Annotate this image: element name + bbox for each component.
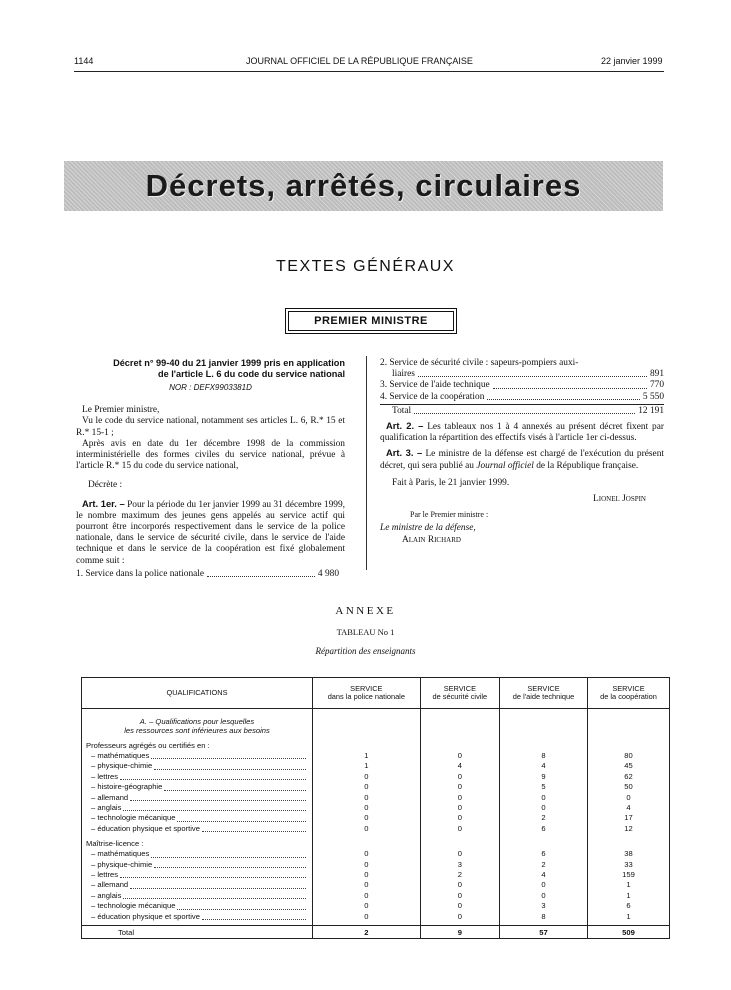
qualification-label-wrap	[91, 849, 308, 859]
leader-dots	[202, 831, 306, 832]
qualification-label: – physique-chimie	[91, 859, 153, 869]
ministre-defense: Le ministre de la défense,	[380, 523, 476, 534]
value-cell: 0	[313, 813, 421, 823]
qualification-label: – allemand	[91, 880, 129, 890]
value-cell: 0	[313, 772, 421, 782]
value-cell: 0	[313, 803, 421, 813]
par-le-premier-ministre: Par le Premier ministre :	[410, 510, 489, 520]
total-value: 9	[420, 926, 499, 939]
value-cell: 6	[500, 849, 588, 859]
item-police-label: 1. Service dans la police nationale	[76, 568, 205, 579]
value-cell: 159	[587, 870, 669, 880]
article-3-label: Art. 3. –	[386, 447, 423, 459]
section-a-line1-row	[82, 715, 670, 726]
table-row	[82, 813, 670, 823]
empty-cell	[313, 740, 421, 751]
table-row	[82, 751, 670, 761]
qualification-cell	[82, 901, 313, 911]
decree-title-line1: Décret n° 99-40 du 21 janvier 1999 pris en application	[113, 358, 345, 368]
item-police-value: 4 980	[317, 568, 339, 579]
value-cell: 4	[420, 761, 499, 771]
table-row	[82, 793, 670, 803]
value-cell: 2	[500, 860, 588, 870]
column-divider	[366, 356, 367, 570]
value-cell: 0	[420, 793, 499, 803]
value-cell: 1	[313, 751, 421, 761]
value-cell: 45	[587, 761, 669, 771]
qualification-cell	[82, 761, 313, 771]
leader-dots	[151, 857, 306, 858]
decree-title	[76, 358, 345, 380]
qualification-label: – histoire-géographie	[91, 782, 163, 792]
value-cell: 2	[420, 870, 499, 880]
value-cell: 0	[587, 793, 669, 803]
item-aide-label: 3. Service de l'aide technique	[380, 380, 490, 391]
value-cell: 0	[313, 901, 421, 911]
group-maitrise: Maîtrise-licence :	[82, 838, 313, 849]
item-police	[76, 569, 345, 580]
qualification-label-wrap	[91, 912, 308, 922]
qualification-label: – mathématiques	[91, 849, 150, 859]
value-cell: 38	[587, 849, 669, 859]
qualification-label-wrap	[91, 751, 308, 761]
signature-premier-ministre: Lionel Jospin	[593, 494, 646, 505]
value-cell: 0	[313, 912, 421, 922]
article-3-journal: Journal officiel	[476, 460, 534, 471]
value-cell: 1	[587, 912, 669, 922]
value-cell: 33	[587, 860, 669, 870]
section-banner	[64, 161, 663, 211]
qualification-label-wrap	[91, 803, 308, 813]
value-cell: 0	[313, 880, 421, 890]
leader-dots	[164, 790, 306, 791]
value-cell: 0	[420, 880, 499, 890]
item-total-label: Total	[392, 405, 412, 416]
ministry-title: PREMIER MINISTRE	[314, 315, 428, 327]
repartition-table	[81, 677, 670, 939]
value-cell: 3	[420, 860, 499, 870]
section-a-line2-row	[82, 726, 670, 735]
item-aide-value: 770	[649, 380, 664, 391]
header-line: de la coopération	[600, 692, 657, 701]
value-cell: 1	[587, 891, 669, 901]
section-a-line1: A. – Qualifications pour lesquelles	[82, 715, 313, 726]
value-cell: 80	[587, 751, 669, 761]
total-label: Total	[82, 926, 313, 939]
qualification-cell	[82, 860, 313, 870]
value-cell: 17	[587, 813, 669, 823]
qualification-label: – technologie mécanique	[91, 901, 176, 911]
annex-title: ANNEXE	[335, 605, 396, 617]
paragraph-vu: Vu le code du service national, notamment ses articles L. 6, R.* 15 et R.* 15-1 ;	[76, 416, 345, 438]
empty-cell	[587, 726, 669, 735]
header-aide	[500, 678, 588, 709]
empty-cell	[313, 715, 421, 726]
qualification-cell	[82, 782, 313, 792]
value-cell: 0	[313, 860, 421, 870]
value-cell: 0	[420, 912, 499, 922]
value-cell: 2	[500, 813, 588, 823]
value-cell: 0	[313, 782, 421, 792]
table-title: TABLEAU No 1	[336, 627, 395, 637]
left-column	[76, 358, 345, 580]
qualification-label-wrap	[91, 813, 308, 823]
header-line: SERVICE	[527, 683, 560, 693]
table-row	[82, 761, 670, 771]
table-row	[82, 880, 670, 890]
empty-cell	[500, 740, 588, 751]
decrete: Décrète :	[88, 480, 123, 491]
qualification-label: – anglais	[91, 890, 122, 900]
article-2-text: Les tableaux nos 1 à 4 annexés au présent décret fixent par qualification la répartition des effectifs visés à l'article 1er ci-dessus.	[380, 422, 664, 444]
value-cell: 0	[420, 772, 499, 782]
qualification-label-wrap	[91, 761, 308, 771]
journal-title: JOURNAL OFFICIEL DE LA RÉPUBLIQUE FRANÇAISE	[246, 56, 473, 66]
header-line: dans la police nationale	[327, 692, 405, 701]
article-2	[380, 420, 664, 444]
article-1	[76, 498, 345, 567]
value-cell: 0	[420, 849, 499, 859]
value-cell: 0	[420, 824, 499, 834]
total-value: 2	[313, 926, 421, 939]
value-cell: 4	[500, 761, 588, 771]
qualification-cell	[82, 793, 313, 803]
qualification-label: – anglais	[91, 803, 122, 813]
item-cooperation	[380, 392, 664, 405]
paragraph-premier-ministre: Le Premier ministre,	[82, 405, 160, 416]
value-cell: 4	[587, 803, 669, 813]
qualification-label-wrap	[91, 772, 308, 782]
value-cell: 9	[500, 772, 588, 782]
issue-date: 22 janvier 1999	[601, 56, 663, 66]
right-column	[380, 358, 664, 546]
leader-dots	[177, 909, 306, 910]
value-cell: 0	[420, 901, 499, 911]
value-cell: 0	[500, 891, 588, 901]
empty-cell	[420, 838, 499, 849]
group-maitrise-row	[82, 838, 670, 849]
qualification-label-wrap	[91, 782, 308, 792]
qualification-cell	[82, 880, 313, 890]
qualification-label: – allemand	[91, 792, 129, 802]
value-cell: 0	[500, 793, 588, 803]
header-line: QUALIFICATIONS	[166, 687, 228, 697]
table-row	[82, 891, 670, 901]
qualification-label-wrap	[91, 880, 308, 890]
page-number: 1144	[74, 56, 94, 66]
leader-dots	[177, 821, 306, 822]
qualification-label: – physique-chimie	[91, 761, 153, 771]
article-2-label: Art. 2. –	[386, 420, 424, 432]
value-cell: 0	[420, 813, 499, 823]
leader-dots	[123, 898, 306, 899]
leader-dots	[151, 758, 306, 759]
qualification-label: – éducation physique et sportive	[91, 911, 200, 921]
value-cell: 0	[420, 803, 499, 813]
table-subtitle: Répartition des enseignants	[315, 646, 416, 656]
qualification-label-wrap	[91, 824, 308, 834]
article-3-text-b: de la République française.	[533, 460, 639, 471]
qualification-label-wrap	[91, 860, 308, 870]
total-value: 57	[500, 926, 588, 939]
empty-cell	[420, 715, 499, 726]
header-qualifications	[82, 678, 313, 709]
item-cooperation-label: 4. Service de la coopération	[380, 391, 485, 402]
qualification-label-wrap	[91, 870, 308, 880]
nor-reference: NOR : DEFX9903381D	[169, 383, 252, 392]
empty-cell	[587, 715, 669, 726]
qualification-label: – mathématiques	[91, 751, 150, 760]
leader-dots	[123, 810, 306, 811]
value-cell: 6	[500, 824, 588, 834]
table-row	[82, 849, 670, 859]
table-row	[82, 860, 670, 870]
fait-a-paris: Fait à Paris, le 21 janvier 1999.	[392, 477, 510, 488]
value-cell: 5	[500, 782, 588, 792]
item-aide	[380, 380, 664, 391]
group-agreges: Professeurs agrégés ou certifiés en :	[82, 740, 313, 751]
value-cell: 0	[420, 751, 499, 761]
leader-dots	[130, 800, 306, 801]
table-row	[82, 772, 670, 782]
value-cell: 1	[313, 761, 421, 771]
table-row	[82, 803, 670, 813]
item-securite-line1: 2. Service de sécurité civile : sapeurs-pompiers auxi-	[380, 358, 579, 368]
value-cell: 12	[587, 824, 669, 834]
value-cell: 0	[313, 849, 421, 859]
value-cell: 62	[587, 772, 669, 782]
qualification-cell	[82, 824, 313, 834]
banner-title: Décrets, arrêtés, circulaires	[145, 168, 582, 203]
value-cell: 50	[587, 782, 669, 792]
leader-dots	[154, 769, 306, 770]
table-row	[82, 870, 670, 880]
qualification-cell	[82, 772, 313, 782]
value-cell: 6	[587, 901, 669, 911]
value-cell: 0	[313, 824, 421, 834]
ministry-box	[285, 308, 457, 334]
header-line: de sécurité civile	[432, 692, 488, 701]
value-cell: 0	[313, 793, 421, 803]
article-1-label: Art. 1er. –	[82, 497, 125, 509]
table-header-row	[82, 678, 670, 709]
qualification-cell	[82, 813, 313, 823]
leader-dots	[202, 919, 306, 920]
article-3	[380, 447, 664, 471]
value-cell: 0	[420, 891, 499, 901]
leader-dots	[120, 877, 306, 878]
qualification-label: – éducation physique et sportive	[91, 823, 200, 833]
value-cell: 4	[500, 870, 588, 880]
item-total-value: 12 191	[638, 405, 664, 416]
qualification-cell	[82, 891, 313, 901]
qualification-cell	[82, 803, 313, 813]
leader-dots	[120, 779, 306, 780]
qualification-cell	[82, 751, 313, 761]
value-cell: 0	[500, 803, 588, 813]
empty-cell	[587, 740, 669, 751]
qualification-label: – lettres	[91, 870, 119, 880]
article-3-text-a: Le ministre de la défense est chargé de l'exécution du présent décret, qui sera publié au	[380, 449, 665, 471]
empty-cell	[420, 726, 499, 735]
item-securite	[380, 369, 664, 380]
table-row	[82, 824, 670, 834]
decree-title-line2: de l'article L. 6 du code du service national	[157, 369, 345, 379]
article-1-text: Pour la période du 1er janvier 1999 au 31 décembre 1999, le nombre maximum des jeunes gens appelés au service actif qui pourront être incorporés respectivement dans le service de la police nationale, dans le service de sécurité civile, dans le service de l'aide technique et dans le service de la coopération est fixé globalement comme suit :	[76, 499, 346, 566]
qualification-label: – lettres	[91, 771, 119, 781]
table-row	[82, 901, 670, 911]
value-cell: 0	[500, 880, 588, 890]
header-line: SERVICE	[443, 683, 476, 693]
leader-dots	[130, 888, 306, 889]
section-title: TEXTES GÉNÉRAUX	[276, 258, 455, 275]
header-line: SERVICE	[350, 683, 383, 693]
header-police	[313, 678, 421, 709]
empty-cell	[587, 838, 669, 849]
table-body	[82, 709, 670, 939]
header-line: de l'aide technique	[512, 692, 575, 701]
value-cell: 1	[587, 880, 669, 890]
value-cell: 8	[500, 912, 588, 922]
value-cell: 0	[313, 891, 421, 901]
item-securite-value: 891	[649, 369, 664, 380]
header-line: SERVICE	[612, 683, 645, 693]
paragraph-avis: Après avis en date du 1er décembre 1998 de la commission interministérielle des formes civiles du service national, prévue à l'article R.* 15 du code du service national,	[76, 438, 345, 472]
section-a-line2: les ressources sont inférieures aux besoins	[82, 726, 313, 735]
qualification-label-wrap	[91, 891, 308, 901]
empty-cell	[500, 838, 588, 849]
header-securite	[420, 678, 499, 709]
qualification-cell	[82, 849, 313, 859]
total-value: 509	[587, 926, 669, 939]
empty-cell	[500, 715, 588, 726]
table-row	[82, 912, 670, 922]
empty-cell	[420, 740, 499, 751]
empty-cell	[313, 838, 421, 849]
item-total	[380, 406, 664, 417]
empty-cell	[313, 726, 421, 735]
qualification-cell	[82, 870, 313, 880]
table-row	[82, 782, 670, 792]
item-cooperation-value: 5 550	[642, 391, 664, 402]
header-cooperation	[587, 678, 669, 709]
header-rule	[74, 71, 664, 72]
qualification-label-wrap	[91, 901, 308, 911]
empty-cell	[500, 726, 588, 735]
item-securite-label: liaires	[392, 369, 415, 380]
signature-ministre: Alain Richard	[402, 534, 461, 545]
value-cell: 0	[420, 782, 499, 792]
qualification-label-wrap	[91, 793, 308, 803]
total-row	[82, 926, 670, 939]
qualification-label: – technologie mécanique	[91, 813, 176, 823]
value-cell: 0	[313, 870, 421, 880]
qualification-cell	[82, 912, 313, 922]
group-agreges-row	[82, 740, 670, 751]
value-cell: 3	[500, 901, 588, 911]
value-cell: 8	[500, 751, 588, 761]
leader-dots	[154, 867, 306, 868]
